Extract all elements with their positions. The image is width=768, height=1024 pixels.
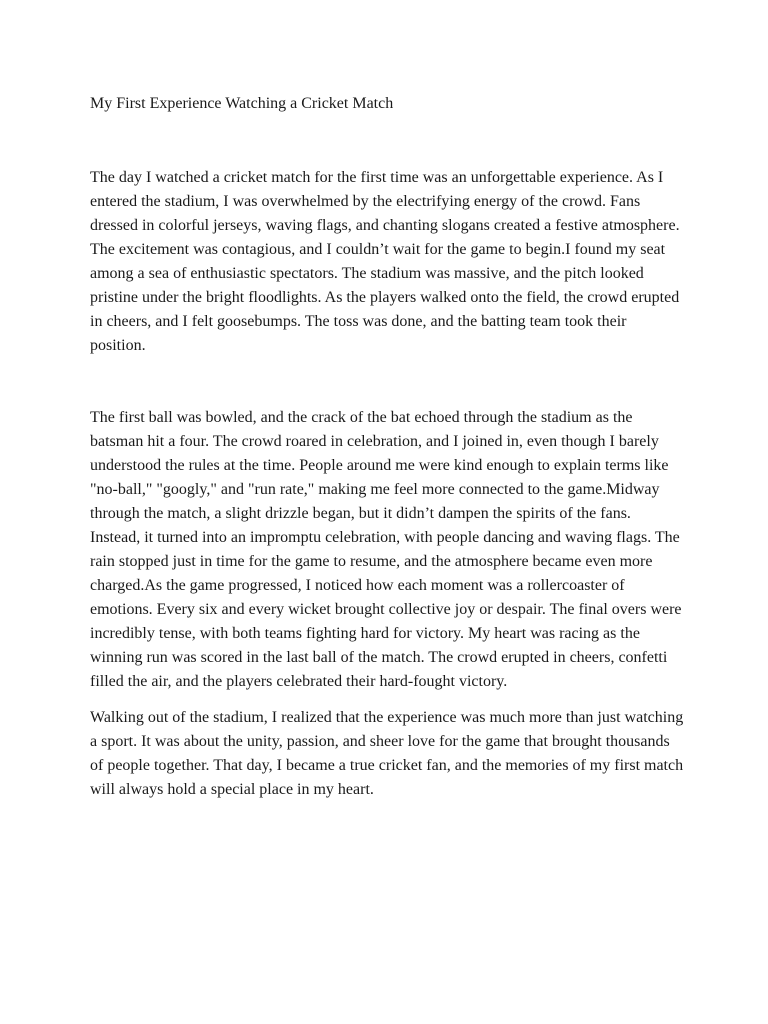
paragraph-3: Walking out of the stadium, I realized that the experience was much more than just watching a sport. It was about the unity, passion, and sheer love for the game that brought thousands of people together. That day, I became a true cricket fan, and the memories of my first match will always hold a special place in my heart. [90,709,684,798]
document-page [90,90,684,802]
paragraph-1: The day I watched a cricket match for the first time was an unforgettable experience. As I entered the stadium, I was overwhelmed by the electrifying energy of the crowd. Fans dressed in colorful jerseys, waving flags, and chanting slogans created a festive atmosphere. The excitement was contagious, and I couldn’t wait for the game to begin.I found my seat among a sea of enthusiastic spectators. The stadium was massive, and the pitch looked pristine under the bright floodlights. As the players walked onto the field, the crowd erupted in cheers, and I felt goosebumps. The toss was done, and the batting team took their position. [90,169,680,354]
document-title: My First Experience Watching a Cricket Match [90,95,394,112]
paragraph-2: The first ball was bowled, and the crack of the bat echoed through the stadium as the batsman hit a four. The crowd roared in celebration, and I joined in, even though I barely understood the rules at the time. People around me were kind enough to explain terms like "no-ball," "googly," and "run rate," making me feel more connected to the game.Midway through the match, a slight drizzle began, but it didn’t dampen the spirits of the fans. Instead, it turned into an impromptu celebration, with people dancing and waving flags. The rain stopped just in time for the game to resume, and the atmosphere became even more charged.As the game progressed, I noticed how each moment was a rollercoaster of emotions. Every six and every wicket brought collective joy or despair. The final overs were incredibly tense, with both teams fighting hard for victory. My heart was racing as the winning run was scored in the last ball of the match. The crowd erupted in cheers, confetti filled the air, and the players celebrated their hard-fought victory. [90,409,682,690]
